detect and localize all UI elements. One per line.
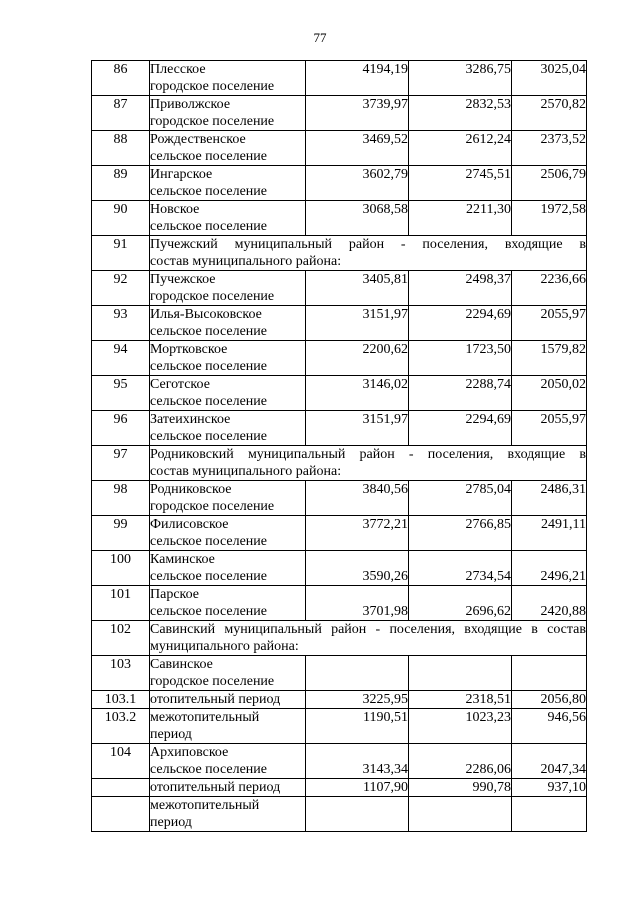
settlement-name-line: Илья-Высоковское [150, 307, 262, 322]
value-v2 [409, 797, 512, 832]
tariff-table [91, 60, 587, 832]
value-v2: 2696,62 [409, 586, 512, 621]
table-row [92, 481, 587, 516]
value-v3: 2055,97 [512, 306, 587, 341]
value-v3: 2047,34 [512, 744, 587, 779]
settlement-name-line: сельское поселение [150, 324, 267, 339]
table-section-row [92, 446, 587, 481]
settlement-name [150, 586, 306, 621]
settlement-name-line: отопительный период [150, 780, 281, 795]
value-v1: 3068,58 [306, 201, 409, 236]
value-v1: 3151,97 [306, 411, 409, 446]
value-v2: 2498,37 [409, 271, 512, 306]
settlement-name [150, 306, 306, 341]
value-v3: 2373,52 [512, 131, 587, 166]
value-v3: 2496,21 [512, 551, 587, 586]
settlement-name-line: сельское поселение [150, 184, 267, 199]
row-number: 104 [92, 744, 150, 779]
value-v3: 1972,58 [512, 201, 587, 236]
table-row [92, 61, 587, 96]
value-v1 [306, 797, 409, 832]
table-row [92, 341, 587, 376]
value-v3: 946,56 [512, 709, 587, 744]
value-v1: 2200,62 [306, 341, 409, 376]
settlement-name-line: сельское поселение [150, 394, 267, 409]
row-number [92, 797, 150, 832]
page-number: 77 [313, 30, 327, 45]
row-number: 99 [92, 516, 150, 551]
value-v1: 3739,97 [306, 96, 409, 131]
value-v3: 937,10 [512, 779, 587, 797]
value-v1: 1107,90 [306, 779, 409, 797]
table-row [92, 779, 587, 797]
value-v1 [306, 656, 409, 691]
row-number: 94 [92, 341, 150, 376]
settlement-name [150, 551, 306, 586]
value-v2: 1023,23 [409, 709, 512, 744]
section-heading [150, 446, 587, 481]
value-v3: 2050,02 [512, 376, 587, 411]
settlement-name-line: городское поселение [150, 499, 275, 514]
value-v2: 3286,75 [409, 61, 512, 96]
row-number: 97 [92, 446, 150, 481]
value-v3 [512, 797, 587, 832]
settlement-name [150, 131, 306, 166]
settlement-name-line: городское поселение [150, 674, 275, 689]
settlement-name [150, 271, 306, 306]
value-v3: 2491,11 [512, 516, 587, 551]
settlement-name-line: Сеготское [150, 377, 210, 392]
value-v3: 2420,88 [512, 586, 587, 621]
table-row [92, 131, 587, 166]
value-v3: 2570,82 [512, 96, 587, 131]
value-v1: 3840,56 [306, 481, 409, 516]
value-v2: 2294,69 [409, 306, 512, 341]
settlement-name [150, 166, 306, 201]
row-number: 88 [92, 131, 150, 166]
row-number: 95 [92, 376, 150, 411]
table-row [92, 586, 587, 621]
value-v2: 2288,74 [409, 376, 512, 411]
settlement-name-line: период [150, 815, 192, 830]
row-number: 103 [92, 656, 150, 691]
value-v1: 3772,21 [306, 516, 409, 551]
value-v1: 3143,34 [306, 744, 409, 779]
settlement-name [150, 411, 306, 446]
table-row [92, 551, 587, 586]
row-number: 96 [92, 411, 150, 446]
row-number: 103.2 [92, 709, 150, 744]
settlement-name-line: Родниковское [150, 482, 232, 497]
value-v2: 2734,54 [409, 551, 512, 586]
settlement-name-line: Каминское [150, 552, 215, 567]
value-v1: 3405,81 [306, 271, 409, 306]
settlement-name [150, 481, 306, 516]
value-v1: 3602,79 [306, 166, 409, 201]
value-v3: 2506,79 [512, 166, 587, 201]
value-v2: 2766,85 [409, 516, 512, 551]
section-heading-line: Пучежский муниципальный район - поселения, входящие в [150, 237, 586, 252]
row-number: 101 [92, 586, 150, 621]
settlement-name [150, 201, 306, 236]
value-v3 [512, 656, 587, 691]
value-v1: 3590,26 [306, 551, 409, 586]
table-row [92, 306, 587, 341]
settlement-name-line: сельское поселение [150, 359, 267, 374]
table-section-row [92, 621, 587, 656]
settlement-name-line: сельское поселение [150, 219, 267, 234]
value-v3: 3025,04 [512, 61, 587, 96]
settlement-name-line: Парское [150, 587, 200, 602]
value-v3: 2056,80 [512, 691, 587, 709]
settlement-name-line: Мортковское [150, 342, 228, 357]
settlement-name [150, 797, 306, 832]
value-v2: 2832,53 [409, 96, 512, 131]
table-row [92, 201, 587, 236]
settlement-name [150, 656, 306, 691]
settlement-name [150, 341, 306, 376]
settlement-name-line: сельское поселение [150, 569, 267, 584]
settlement-name [150, 61, 306, 96]
settlement-name-line: городское поселение [150, 114, 275, 129]
settlement-name-line: Филисовское [150, 517, 229, 532]
settlement-name [150, 376, 306, 411]
settlement-name-line: Ингарское [150, 167, 213, 182]
section-heading-line: Савинский муниципальный район - поселения, входящие в состав [150, 622, 586, 637]
table-row [92, 376, 587, 411]
row-number [92, 779, 150, 797]
value-v2: 1723,50 [409, 341, 512, 376]
value-v3: 2055,97 [512, 411, 587, 446]
value-v2: 2294,69 [409, 411, 512, 446]
value-v2: 2785,04 [409, 481, 512, 516]
settlement-name [150, 691, 306, 709]
section-heading-line: состав муниципального района: [150, 464, 342, 479]
settlement-name-line: межотопительный [150, 710, 260, 725]
value-v3: 2486,31 [512, 481, 587, 516]
value-v2: 2318,51 [409, 691, 512, 709]
row-number: 89 [92, 166, 150, 201]
settlement-name-line: период [150, 727, 192, 742]
settlement-name-line: отопительный период [150, 692, 281, 707]
row-number: 91 [92, 236, 150, 271]
settlement-name-line: Затеихинское [150, 412, 231, 427]
value-v1: 3701,98 [306, 586, 409, 621]
settlement-name [150, 709, 306, 744]
value-v1: 4194,19 [306, 61, 409, 96]
table-row [92, 656, 587, 691]
value-v1: 3146,02 [306, 376, 409, 411]
table-row [92, 271, 587, 306]
value-v1: 1190,51 [306, 709, 409, 744]
value-v1: 3469,52 [306, 131, 409, 166]
settlement-name [150, 516, 306, 551]
value-v1: 3225,95 [306, 691, 409, 709]
settlement-name-line: Пучежское [150, 272, 216, 287]
table-section-row [92, 236, 587, 271]
table-body [92, 61, 587, 832]
settlement-name [150, 96, 306, 131]
row-number: 87 [92, 96, 150, 131]
section-heading-line: состав муниципального района: [150, 254, 342, 269]
value-v2 [409, 656, 512, 691]
table-row [92, 516, 587, 551]
row-number: 98 [92, 481, 150, 516]
row-number: 103.1 [92, 691, 150, 709]
row-number: 102 [92, 621, 150, 656]
table-row [92, 744, 587, 779]
table-row [92, 691, 587, 709]
row-number: 92 [92, 271, 150, 306]
value-v3: 2236,66 [512, 271, 587, 306]
settlement-name [150, 779, 306, 797]
row-number: 100 [92, 551, 150, 586]
settlement-name-line: сельское поселение [150, 149, 267, 164]
section-heading [150, 621, 587, 656]
settlement-name-line: межотопительный [150, 798, 260, 813]
settlement-name-line: сельское поселение [150, 762, 267, 777]
settlement-name-line: Новское [150, 202, 200, 217]
section-heading [150, 236, 587, 271]
table-row [92, 797, 587, 832]
value-v2: 990,78 [409, 779, 512, 797]
settlement-name-line: сельское поселение [150, 604, 267, 619]
settlement-name-line: Архиповское [150, 745, 229, 760]
settlement-name-line: городское поселение [150, 289, 275, 304]
settlement-name-line: Плесское [150, 62, 206, 77]
settlement-name-line: Савинское [150, 657, 213, 672]
value-v2: 2745,51 [409, 166, 512, 201]
row-number: 93 [92, 306, 150, 341]
value-v2: 2286,06 [409, 744, 512, 779]
section-heading-line: муниципального района: [150, 639, 299, 654]
table-row [92, 166, 587, 201]
settlement-name-line: Рождественское [150, 132, 246, 147]
row-number: 90 [92, 201, 150, 236]
settlement-name-line: городское поселение [150, 79, 275, 94]
value-v2: 2211,30 [409, 201, 512, 236]
settlement-name-line: сельское поселение [150, 429, 267, 444]
settlement-name-line: сельское поселение [150, 534, 267, 549]
value-v2: 2612,24 [409, 131, 512, 166]
row-number: 86 [92, 61, 150, 96]
table-row [92, 96, 587, 131]
settlement-name-line: Приволжское [150, 97, 231, 112]
settlement-name [150, 744, 306, 779]
table-row [92, 709, 587, 744]
section-heading-line: Родниковский муниципальный район - поселения, входящие в [150, 447, 586, 462]
value-v1: 3151,97 [306, 306, 409, 341]
value-v3: 1579,82 [512, 341, 587, 376]
table-row [92, 411, 587, 446]
